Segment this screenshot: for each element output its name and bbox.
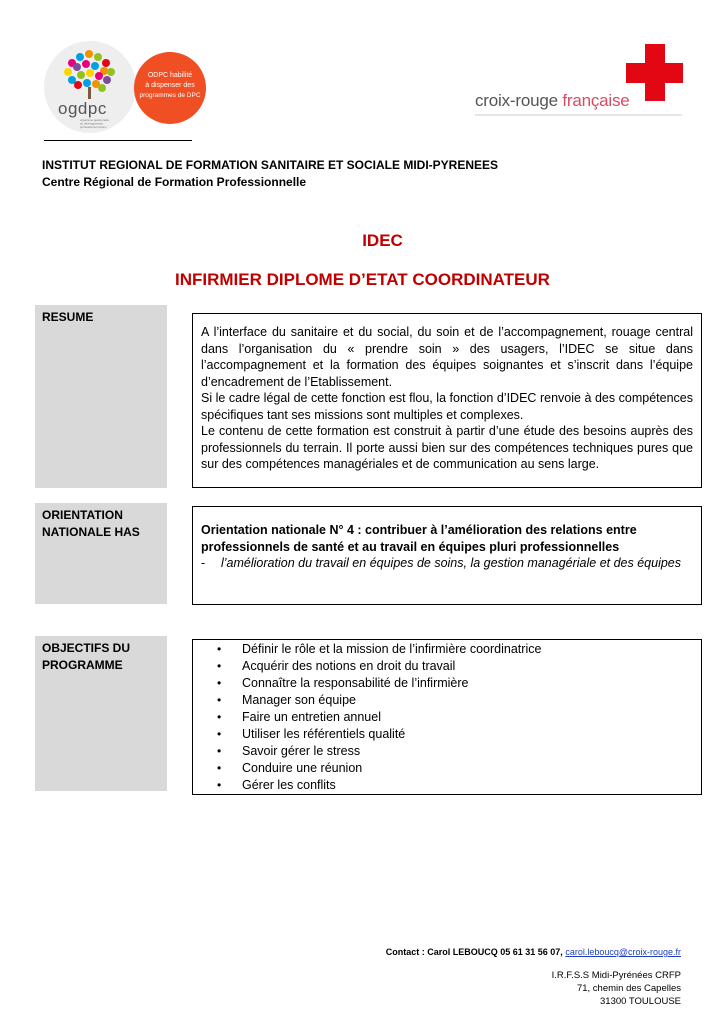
bullet-icon: • bbox=[217, 727, 222, 741]
orientation-item: - l’amélioration du travail en équipes de soins, la gestion managériale et des équipes bbox=[201, 556, 682, 570]
objectifs-label: OBJECTIFS DU PROGRAMME bbox=[35, 636, 167, 791]
bullet-icon: • bbox=[217, 710, 222, 724]
address-line: 71, chemin des Capelles bbox=[576, 983, 681, 994]
red-cross-icon bbox=[626, 44, 683, 101]
list-item: • Manager son équipe bbox=[217, 693, 356, 707]
orientation-content bbox=[192, 506, 702, 605]
contact-line bbox=[386, 947, 681, 957]
resume-content bbox=[192, 313, 702, 488]
ogdpc-tagline-3: professionnel continu bbox=[80, 125, 107, 129]
objectifs-list bbox=[201, 641, 693, 794]
ogdpc-logo bbox=[44, 41, 206, 137]
header-rule bbox=[44, 140, 192, 141]
bullet-icon: • bbox=[217, 642, 222, 656]
resume-paragraph: A l’interface du sanitaire et du social, du soin et de l’accompagnement, rouage central dans l’organisation du « prendre soin » des usagers, l’IDEC se situe dans l’accompagnement et la formation des équipes soignantes et s’inscrit dans l’équipe d’encadrement de l’Etablissement. bbox=[201, 325, 693, 389]
bullet-icon: • bbox=[217, 693, 222, 707]
orientation-heading: Orientation nationale N° 4 : contribuer à l’amélioration des relations entre professionnels de santé et au travail en équipes pluri professionnelles bbox=[201, 523, 637, 554]
document-title-full: INFIRMIER DIPLOME D’ETAT COORDINATEUR bbox=[175, 270, 550, 289]
resume-label: RESUME bbox=[35, 305, 167, 488]
bullet-icon: • bbox=[217, 676, 222, 690]
bullet-icon: • bbox=[217, 761, 222, 775]
list-item: • Conduire une réunion bbox=[217, 761, 363, 775]
ogdpc-wordmark: ogdpc bbox=[58, 99, 107, 118]
ogdpc-badge-line-3: programmes de DPC bbox=[139, 92, 201, 99]
bullet-icon: • bbox=[217, 659, 222, 673]
ogdpc-badge-line-1: ODPC habilité bbox=[147, 72, 193, 79]
institute-name: INSTITUT REGIONAL DE FORMATION SANITAIRE ET SOCIALE MIDI-PYRENEES bbox=[42, 158, 499, 172]
ogdpc-tagline-1: organisme gestionnaire bbox=[80, 118, 110, 122]
bullet-icon: • bbox=[217, 778, 222, 792]
list-item: • Faire un entretien annuel bbox=[217, 710, 381, 724]
croix-rouge-logo bbox=[473, 42, 683, 117]
dash-marker: - bbox=[201, 556, 206, 570]
croix-rouge-wordmark: croix-rouge française bbox=[475, 91, 630, 110]
objectifs-content bbox=[192, 639, 702, 795]
list-item: • Gérer les conflits bbox=[217, 778, 336, 792]
institute-subtitle: Centre Régional de Formation Professionnelle bbox=[42, 175, 307, 189]
ogdpc-badge-line-2: à dispenser des bbox=[145, 82, 195, 89]
document-title-acronym: IDEC bbox=[362, 231, 403, 250]
orientation-label: ORIENTATION NATIONALE HAS bbox=[35, 503, 167, 604]
list-item: • Définir le rôle et la mission de l’infirmière coordinatrice bbox=[217, 642, 542, 656]
address-block bbox=[552, 969, 681, 1008]
resume-paragraph: Le contenu de cette formation est construit à partir d’une étude des besoins auprès des professionnels du terrain. Il porte aussi bien sur des compétences techniques pures que sur des compétences managériales et de communication au sens large. bbox=[201, 424, 693, 471]
list-item: • Savoir gérer le stress bbox=[217, 744, 361, 758]
resume-paragraph: Si le cadre légal de cette fonction est flou, la fonction d’IDEC renvoie à des compétences spécifiques tant ses missions sont multiples et complexes. bbox=[201, 391, 693, 422]
address-line: I.R.F.S.S Midi-Pyrénées CRFP bbox=[551, 970, 681, 981]
list-item: • Acquérir des notions en droit du travail bbox=[217, 659, 456, 673]
list-item: • Connaître la responsabilité de l’infirmière bbox=[217, 676, 469, 690]
ogdpc-tagline-2: du développement bbox=[80, 121, 104, 126]
bullet-icon: • bbox=[217, 744, 222, 758]
contact-email-link[interactable]: carol.leboucq@croix-rouge.fr bbox=[565, 947, 681, 957]
list-item: • Utiliser les référentiels qualité bbox=[217, 727, 406, 741]
address-line: 31300 TOULOUSE bbox=[600, 996, 681, 1007]
contact-label: Contact : Carol LEBOUCQ 05 61 31 56 07, bbox=[385, 947, 563, 957]
